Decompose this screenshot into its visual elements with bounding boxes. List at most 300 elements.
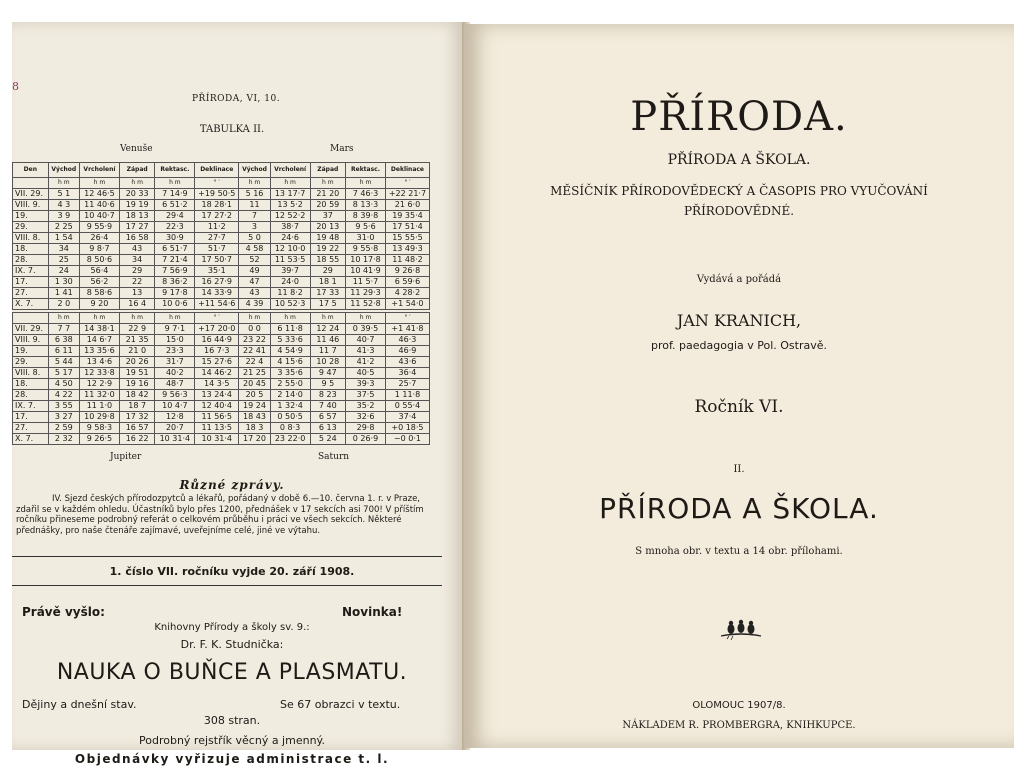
- table-cell: 11 53·5: [270, 255, 310, 266]
- ad-just-published: Právě vyšlo:: [22, 605, 105, 619]
- table-date-cell: 18.: [13, 244, 49, 255]
- table-cell: 29·4: [155, 211, 195, 222]
- table-cell: 17 32: [119, 412, 155, 423]
- table-cell: 1 54: [48, 233, 79, 244]
- table-cell: 7 40: [310, 401, 346, 412]
- table-cell: 3 9: [48, 211, 79, 222]
- table-cell: 24: [48, 266, 79, 277]
- table-cell: 11 32·0: [80, 390, 120, 401]
- part-title: PŘÍRODA A ŠKOLA.: [599, 492, 879, 525]
- table-cell: 4 28·2: [385, 288, 429, 299]
- table-cell: 10 40·7: [80, 211, 120, 222]
- table-date-cell: IX. 7.: [13, 401, 49, 412]
- table-cell: 11 8·2: [270, 288, 310, 299]
- table-cell: 5 24: [310, 434, 346, 445]
- table-cell: 2 14·0: [270, 390, 310, 401]
- table-cell: 3: [239, 222, 270, 233]
- table-cell: 31·0: [346, 233, 386, 244]
- table-cell: 6 38: [48, 335, 79, 346]
- ad-book-title: NAUKA O BUŇCE A PLASMATU.: [56, 660, 408, 685]
- table-cell: 9 26·8: [385, 266, 429, 277]
- table-unit-cell: h m: [270, 313, 310, 324]
- table-cell: 43: [239, 288, 270, 299]
- table-cell: 23 22·0: [270, 434, 310, 445]
- table-row: [13, 244, 430, 255]
- table-cell: 21 25: [239, 368, 270, 379]
- table-column-header: Západ: [310, 163, 346, 178]
- table-cell: 43: [119, 244, 155, 255]
- table-cell: 4 39: [239, 299, 270, 310]
- table-cell: 14 38·1: [80, 324, 120, 335]
- table-cell: 15 27·6: [195, 357, 239, 368]
- table-cell: 11 40·6: [80, 200, 120, 211]
- table-cell: 12·8: [155, 412, 195, 423]
- table-unit-cell: h m: [48, 313, 79, 324]
- table-cell: 40·2: [155, 368, 195, 379]
- table-cell: 48·7: [155, 379, 195, 390]
- table-cell: 19 35·4: [385, 211, 429, 222]
- table-cell: 39·3: [346, 379, 386, 390]
- table-cell: 35·1: [195, 266, 239, 277]
- table-unit-cell: h m: [310, 313, 346, 324]
- table-cell: 22·3: [155, 222, 195, 233]
- table-cell: 17 5: [310, 299, 346, 310]
- table-cell: 12 2·9: [80, 379, 120, 390]
- planet-label-saturn: Saturn: [318, 452, 350, 462]
- running-header: PŘÍRODA, VI, 10.: [192, 94, 281, 104]
- page-number: 8: [12, 80, 19, 93]
- table-cell: 16 7·3: [195, 346, 239, 357]
- table-cell: 18 43: [239, 412, 270, 423]
- table-cell: 30·9: [155, 233, 195, 244]
- table-cell: 34: [48, 244, 79, 255]
- table-cell: 19 51: [119, 368, 155, 379]
- table-cell: 11 46: [310, 335, 346, 346]
- table-date-cell: 18.: [13, 379, 49, 390]
- table-cell: 17 50·7: [195, 255, 239, 266]
- table-unit-cell: h m: [80, 313, 120, 324]
- table-cell: 23·3: [155, 346, 195, 357]
- table-cell: 26·4: [80, 233, 120, 244]
- ad-series: Knihovny Přírody a školy sv. 9.:: [154, 622, 310, 633]
- table-cell: 5 44: [48, 357, 79, 368]
- table-date-cell: 19.: [13, 211, 49, 222]
- table-unit-cell: h m: [346, 178, 386, 189]
- table-row: [13, 222, 430, 233]
- table-cell: 10 41·9: [346, 266, 386, 277]
- table-cell: 13 24·4: [195, 390, 239, 401]
- table-row: [13, 368, 430, 379]
- table-cell: 8 23: [310, 390, 346, 401]
- table-cell: 6 11·8: [270, 324, 310, 335]
- table-row: [13, 288, 430, 299]
- table-cell: 1 32·4: [270, 401, 310, 412]
- table-cell: 18 3: [239, 423, 270, 434]
- planet-label-jupiter: Jupiter: [110, 452, 142, 462]
- table-cell: 11 56·5: [195, 412, 239, 423]
- table-cell: 20 13: [310, 222, 346, 233]
- table-cell: 3 55: [48, 401, 79, 412]
- table-row: [13, 211, 430, 222]
- table-cell: 41·2: [346, 357, 386, 368]
- table-cell: 23 22: [239, 335, 270, 346]
- table-unit-cell: ° ′: [195, 178, 239, 189]
- table-cell: 37: [310, 211, 346, 222]
- table-cell: 11 5·7: [346, 277, 386, 288]
- table-cell: 4 58: [239, 244, 270, 255]
- table-cell: 19 24: [239, 401, 270, 412]
- table-cell: 14 3·5: [195, 379, 239, 390]
- table-cell: 19 16: [119, 379, 155, 390]
- table-cell: 13 5·2: [270, 200, 310, 211]
- table-cell: +19 50·5: [195, 189, 239, 200]
- table-cell: 2 32: [48, 434, 79, 445]
- table-cell: 11 52·8: [346, 299, 386, 310]
- table-cell: 22 41: [239, 346, 270, 357]
- table-cell: 6 51·2: [155, 200, 195, 211]
- table-cell: 0 39·5: [346, 324, 386, 335]
- table-cell: 47: [239, 277, 270, 288]
- journal-description-line-2: PŘÍRODOVĚDNÉ.: [683, 204, 795, 218]
- table-cell: 31·7: [155, 357, 195, 368]
- table-cell: 4 50: [48, 379, 79, 390]
- table-cell: 12 40·4: [195, 401, 239, 412]
- table-cell: 29: [310, 266, 346, 277]
- news-paragraph: IV. Sjezd českých přírodozpytců a lékařů, pořádaný v době 6.—10. června 1. r. v Praze, zdařil se v každém ohledu. Účastníků bylo přes 1200, přednášek v 17 sekcích asi 700! V příštím ročníku přineseme podrobný referát o celkovém průběhu i práci ve všech sekcích. Některé přednášky, pro naše čtenáře zajímavé, uveřejníme celé, jiné ve výtahu.: [16, 494, 424, 536]
- table-cell: 17 20: [239, 434, 270, 445]
- table-cell: 5 0: [239, 233, 270, 244]
- table-date-cell: IX. 7.: [13, 266, 49, 277]
- table-unit-cell: h m: [80, 178, 120, 189]
- table-row: [13, 401, 430, 412]
- table-cell: 19 19: [119, 200, 155, 211]
- table-cell: 27·7: [195, 233, 239, 244]
- table-date-cell: 29.: [13, 222, 49, 233]
- table-cell: +17 20·0: [195, 324, 239, 335]
- divider: [12, 556, 442, 557]
- table-cell: 11·2: [195, 222, 239, 233]
- table-cell: 21 6·0: [385, 200, 429, 211]
- table-cell: 16 27·9: [195, 277, 239, 288]
- table-cell: 7 46·3: [346, 189, 386, 200]
- table-cell: 4 54·9: [270, 346, 310, 357]
- table-row: [13, 434, 430, 445]
- table-cell: 18 13: [119, 211, 155, 222]
- table-cell: 10 4·7: [155, 401, 195, 412]
- table-cell: 32·6: [346, 412, 386, 423]
- table-cell: 10 28: [310, 357, 346, 368]
- table-cell: 46·3: [385, 335, 429, 346]
- table-cell: 13 49·3: [385, 244, 429, 255]
- table-cell: 8 36·2: [155, 277, 195, 288]
- table-cell: 22: [119, 277, 155, 288]
- table-cell: 5 17: [48, 368, 79, 379]
- table-cell: 20 5: [239, 390, 270, 401]
- table-cell: 11: [239, 200, 270, 211]
- table-cell: 0 0: [239, 324, 270, 335]
- table-cell: 9 8·7: [80, 244, 120, 255]
- table-unit-cell: h m: [239, 313, 270, 324]
- table-cell: 13 17·7: [270, 189, 310, 200]
- table-cell: 6 11: [48, 346, 79, 357]
- table-cell: 29·8: [346, 423, 386, 434]
- table-cell: 16 58: [119, 233, 155, 244]
- table-cell: 12 10·0: [270, 244, 310, 255]
- table-cell: +1 41·8: [385, 324, 429, 335]
- table-cell: 16 57: [119, 423, 155, 434]
- table-cell: 51·7: [195, 244, 239, 255]
- table-cell: 9 55·9: [80, 222, 120, 233]
- table-cell: 8 50·6: [80, 255, 120, 266]
- table-row: [13, 299, 430, 310]
- table-cell: 15·0: [155, 335, 195, 346]
- table-column-header: Deklinace: [195, 163, 239, 178]
- table-cell: 5 1: [48, 189, 79, 200]
- ad-index: Podrobný rejstřík věcný a jmenný.: [139, 734, 325, 747]
- table-cell: 2 0: [48, 299, 79, 310]
- illustrations-note: S mnoha obr. v textu a 14 obr. přílohami.: [635, 546, 843, 557]
- table-date-cell: 19.: [13, 346, 49, 357]
- table-cell: 20 33: [119, 189, 155, 200]
- table-row: [13, 233, 430, 244]
- table-date-cell: 27.: [13, 288, 49, 299]
- table-cell: 13 35·6: [80, 346, 120, 357]
- table-cell: 9 55·8: [346, 244, 386, 255]
- table-column-header: Rektasc.: [155, 163, 195, 178]
- table-unit-cell: ° ′: [195, 313, 239, 324]
- right-page: [464, 24, 1014, 748]
- table-row: [13, 255, 430, 266]
- table-cell: 10 29·8: [80, 412, 120, 423]
- volume: Ročník VI.: [694, 397, 784, 417]
- table-cell: 9 26·5: [80, 434, 120, 445]
- table-cell: 17 33: [310, 288, 346, 299]
- table-row: [13, 423, 430, 434]
- table-cell: 10 52·3: [270, 299, 310, 310]
- table-cell: 0 8·3: [270, 423, 310, 434]
- table-cell: 4 3: [48, 200, 79, 211]
- table-unit-cell: h m: [119, 178, 155, 189]
- next-issue-announcement: 1. číslo VII. ročníku vyjde 20. září 1908.: [109, 565, 355, 578]
- table-row: [13, 324, 430, 335]
- table-cell: 9 5: [310, 379, 346, 390]
- table-unit-cell: h m: [346, 313, 386, 324]
- table-date-cell: VIII. 9.: [13, 200, 49, 211]
- table-cell: 6 57: [310, 412, 346, 423]
- table-cell: 8 58·6: [80, 288, 120, 299]
- table-cell: 17 27·2: [195, 211, 239, 222]
- table-cell: 6 59·6: [385, 277, 429, 288]
- table-cell: 11 48·2: [385, 255, 429, 266]
- table-cell: −0 0·1: [385, 434, 429, 445]
- table-date-cell: 27.: [13, 423, 49, 434]
- news-heading: Různé zprávy.: [179, 478, 285, 492]
- journal-description-line-1: MĚSÍČNÍK PŘÍRODOVĚDECKÝ A ČASOPIS PRO VYUČOVÁNÍ: [550, 184, 928, 198]
- table-cell: 12 33·8: [80, 368, 120, 379]
- table-unit-cell: h m: [310, 178, 346, 189]
- table-date-cell: VIII. 8.: [13, 233, 49, 244]
- table-column-header: Deklinace: [385, 163, 429, 178]
- left-page: [12, 22, 464, 766]
- table-cell: 22 4: [239, 357, 270, 368]
- table-cell: 18 7: [119, 401, 155, 412]
- table-column-header: Rektasc.: [346, 163, 386, 178]
- table-unit-cell: h m: [155, 178, 195, 189]
- table-cell: 38·7: [270, 222, 310, 233]
- table-cell: 18 55: [310, 255, 346, 266]
- table-cell: 11 29·3: [346, 288, 386, 299]
- journal-subtitle: PŘÍRODA A ŠKOLA.: [667, 152, 811, 168]
- table-cell: 1 30: [48, 277, 79, 288]
- table-title: TABULKA II.: [199, 124, 265, 135]
- planet-label-mars: Mars: [330, 144, 354, 154]
- table-cell: +1 54·0: [385, 299, 429, 310]
- table-unit-cell: h m: [155, 313, 195, 324]
- table-cell: 13: [119, 288, 155, 299]
- table-cell: 34: [119, 255, 155, 266]
- table-cell: 18 28·1: [195, 200, 239, 211]
- table-cell: 49: [239, 266, 270, 277]
- table-cell: 9 47: [310, 368, 346, 379]
- table-cell: 5 33·6: [270, 335, 310, 346]
- table-cell: 24·0: [270, 277, 310, 288]
- ephemeris-table-venus-mars: [12, 162, 430, 310]
- table-row: [13, 277, 430, 288]
- table-date-cell: VIII. 9.: [13, 335, 49, 346]
- table-cell: 37·4: [385, 412, 429, 423]
- table-cell: 20 45: [239, 379, 270, 390]
- ad-orders: Objednávky vyřizuje administrace t. l.: [74, 752, 390, 766]
- table-cell: 52: [239, 255, 270, 266]
- table-cell: 1 11·8: [385, 390, 429, 401]
- table-cell: 2 55·0: [270, 379, 310, 390]
- table-row: [13, 189, 430, 200]
- publisher-intro: Vydává a pořádá: [696, 274, 782, 285]
- table-cell: 8 13·3: [346, 200, 386, 211]
- table-cell: 9 5·6: [346, 222, 386, 233]
- table-cell: 56·2: [80, 277, 120, 288]
- table-unit-cell: ° ′: [385, 178, 429, 189]
- table-cell: 11 1·0: [80, 401, 120, 412]
- table-cell: 10 0·6: [155, 299, 195, 310]
- table-column-header: Vrcholení: [80, 163, 120, 178]
- table-row: [13, 266, 430, 277]
- table-cell: 13 4·6: [80, 357, 120, 368]
- editor-name: JAN KRANICH,: [676, 311, 802, 330]
- table-cell: 7 14·9: [155, 189, 195, 200]
- imprint: NÁKLADEM R. PROMBERGRA, KNIHKUPCE.: [622, 720, 856, 731]
- table-cell: 20 26: [119, 357, 155, 368]
- table-cell: 9 58·3: [80, 423, 120, 434]
- table-date-cell: X. 7.: [13, 434, 49, 445]
- table-cell: 2 25: [48, 222, 79, 233]
- editor-role: prof. paedagogia v Pol. Ostravě.: [650, 339, 828, 352]
- table-cell: 9 56·3: [155, 390, 195, 401]
- table-units-row: [13, 313, 430, 324]
- table-cell: 7 7: [48, 324, 79, 335]
- table-cell: 4 15·6: [270, 357, 310, 368]
- table-cell: 35·2: [346, 401, 386, 412]
- table-cell: 10 17·8: [346, 255, 386, 266]
- table-cell: 43·6: [385, 357, 429, 368]
- table-cell: +11 54·6: [195, 299, 239, 310]
- table-cell: 14 6·7: [80, 335, 120, 346]
- table-date-cell: VII. 29.: [13, 189, 49, 200]
- table-cell: +22 21·7: [385, 189, 429, 200]
- part-number: II.: [733, 464, 745, 475]
- planet-label-venus: Venuše: [120, 144, 153, 154]
- table-cell: 20 59: [310, 200, 346, 211]
- table-cell: 14 46·2: [195, 368, 239, 379]
- table-unit-cell: [13, 313, 49, 324]
- table-date-cell: 17.: [13, 412, 49, 423]
- place-year: OLOMOUC 1907/8.: [692, 700, 786, 711]
- table-date-cell: 17.: [13, 277, 49, 288]
- table-cell: 11 7: [310, 346, 346, 357]
- table-cell: 3 35·6: [270, 368, 310, 379]
- table-date-cell: VII. 29.: [13, 324, 49, 335]
- table-cell: 16 4: [119, 299, 155, 310]
- table-cell: 25: [48, 255, 79, 266]
- ad-novelty: Novinka!: [342, 605, 403, 619]
- table-column-header: Vrcholení: [270, 163, 310, 178]
- table-unit-cell: h m: [48, 178, 79, 189]
- table-cell: 24·6: [270, 233, 310, 244]
- table-cell: 16 44·9: [195, 335, 239, 346]
- ad-author: Dr. F. K. Studnička:: [180, 638, 284, 651]
- table-cell: 25·7: [385, 379, 429, 390]
- table-cell: 0 26·9: [346, 434, 386, 445]
- table-cell: 3 27: [48, 412, 79, 423]
- table-cell: 2 59: [48, 423, 79, 434]
- table-cell: 41·3: [346, 346, 386, 357]
- table-cell: 21 0: [119, 346, 155, 357]
- table-column-header: Východ: [48, 163, 79, 178]
- table-cell: 15 55·5: [385, 233, 429, 244]
- table-cell: 0 55·4: [385, 401, 429, 412]
- table-cell: 40·7: [346, 335, 386, 346]
- table-cell: 7 21·4: [155, 255, 195, 266]
- table-cell: 6 51·7: [155, 244, 195, 255]
- table-date-cell: 28.: [13, 255, 49, 266]
- table-cell: 7: [239, 211, 270, 222]
- ad-history: Dějiny a dnešní stav.: [22, 698, 137, 711]
- table-cell: 22 9: [119, 324, 155, 335]
- table-row: [13, 412, 430, 423]
- table-unit-cell: h m: [119, 313, 155, 324]
- table-cell: 21 35: [119, 335, 155, 346]
- table-row: [13, 357, 430, 368]
- table-row: [13, 346, 430, 357]
- table-unit-cell: [13, 178, 49, 189]
- table-cell: 9 17·8: [155, 288, 195, 299]
- table-unit-cell: ° ′: [385, 313, 429, 324]
- table-row: [13, 390, 430, 401]
- table-cell: 18 1: [310, 277, 346, 288]
- table-cell: 12 46·5: [80, 189, 120, 200]
- table-cell: 14 33·9: [195, 288, 239, 299]
- table-row: [13, 200, 430, 211]
- table-cell: 46·9: [385, 346, 429, 357]
- table-column-header: Západ: [119, 163, 155, 178]
- table-cell: 8 39·8: [346, 211, 386, 222]
- table-date-cell: X. 7.: [13, 299, 49, 310]
- divider: [12, 585, 442, 586]
- table-cell: 5 16: [239, 189, 270, 200]
- table-cell: 9 7·1: [155, 324, 195, 335]
- table-unit-cell: h m: [270, 178, 310, 189]
- journal-title: PŘÍRODA.: [630, 94, 848, 140]
